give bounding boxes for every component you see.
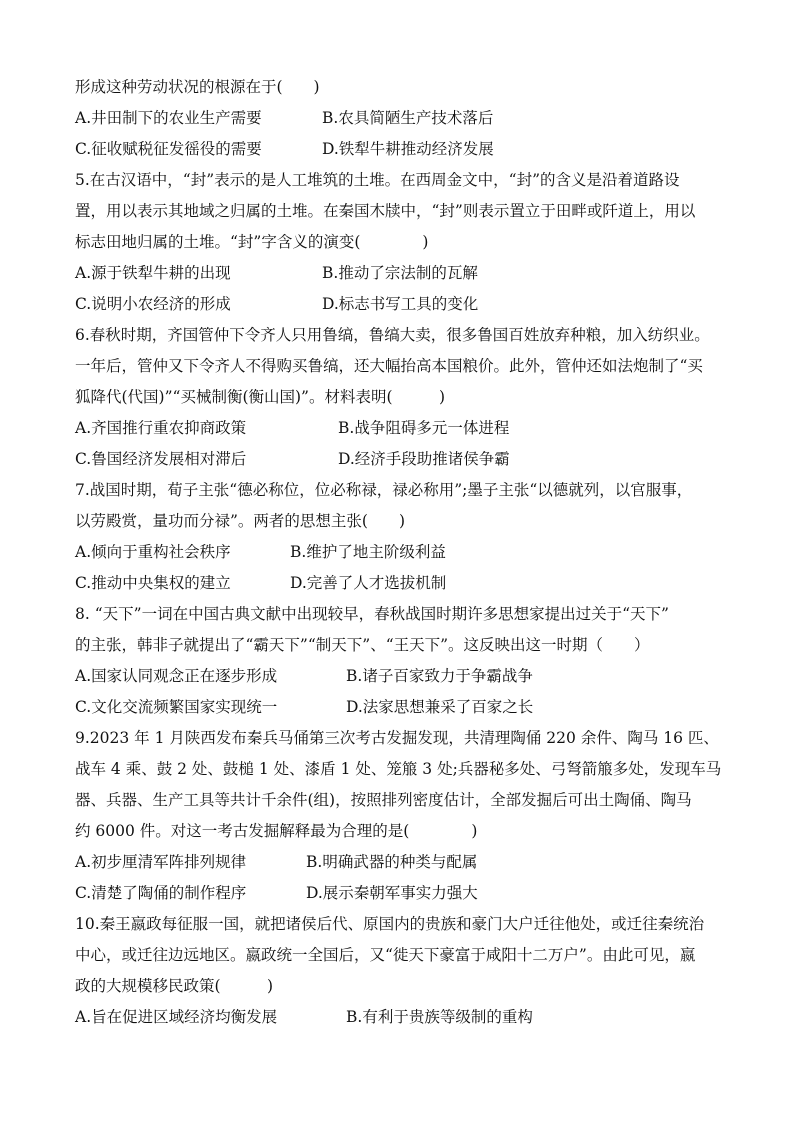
q9-stem-line: 约 6000 件。对这一考古发掘解释最为合理的是( ) (75, 822, 478, 840)
q7-option-d: D.完善了人才选拔机制 (290, 574, 447, 592)
q5-option-a: A.源于铁犁牛耕的出现 (75, 264, 231, 282)
q7-stem-line: 以劳殿赏，量功而分禄”。两者的思想主张( ) (75, 512, 406, 530)
q6-option-b: B.战争阻碍多元一体进程 (338, 419, 510, 437)
q9-option-c: C.清楚了陶俑的制作程序 (75, 884, 247, 902)
q8-option-d: D.法家思想兼采了百家之长 (346, 698, 534, 716)
q9-option-d: D.展示秦朝军事实力强大 (306, 884, 478, 902)
q10-stem-line: 10.秦王嬴政每征服一国，就把诸侯后代、原国内的贵族和豪门大户迁往他处，或迁往秦统治 (75, 915, 705, 933)
q9-option-b: B.明确武器的种类与配属 (306, 853, 478, 871)
q4-option-b: B.农具简陋生产技术落后 (322, 109, 494, 127)
q4-option-a: A.井田制下的农业生产需要 (75, 109, 262, 127)
q6-stem-line: 6.春秋时期，齐国管仲下令齐人只用鲁缟，鲁缟大卖，很多鲁国百姓放弃种粮，加入纺织业。 (75, 326, 710, 344)
q10-stem-line: 政的大规模移民政策( ) (75, 977, 274, 995)
q10-option-b: B.有利于贵族等级制的重构 (346, 1008, 533, 1026)
q9-stem-line: 9.2023 年 1 月陕西发布秦兵马俑第三次考古发掘发现，共清理陶俑 220 余件、陶马 16 匹、 (75, 729, 719, 747)
q5-stem-line: 置，用以表示其地域之归属的土堆。在秦国木牍中，“封”则表示置立于田畔或阡道上，用以 (75, 202, 696, 220)
q4-option-d: D.铁犁牛耕推动经济发展 (322, 140, 494, 158)
q6-stem-line: 一年后，管仲又下令齐人不得购买鲁缟，还大幅抬高本国粮价。此外，管仲还如法炮制了“买 (75, 357, 703, 375)
q8-option-a: A.国家认同观念正在逐步形成 (75, 667, 278, 685)
q5-option-b: B.推动了宗法制的瓦解 (322, 264, 478, 282)
q8-stem-line: 的主张，韩非子就提出了“霸天下”“制天下”、“王天下”。这反映出这一时期（ ） (75, 636, 650, 654)
q6-option-a: A.齐国推行重农抑商政策 (75, 419, 247, 437)
q8-option-b: B.诸子百家致力于争霸战争 (346, 667, 533, 685)
q5-stem-line: 5.在古汉语中，“封”表示的是人工堆筑的土堆。在西周金文中，“封”的含义是沿着道路设 (75, 171, 680, 189)
q9-stem-line: 战车 4 乘、鼓 2 处、鼓槌 1 处、漆盾 1 处、笼箙 3 处;兵器秘多处、弓弩箭箙多处，发现车马 (75, 760, 722, 778)
q10-option-a: A.旨在促进区域经济均衡发展 (75, 1008, 278, 1026)
q7-option-c: C.推动中央集权的建立 (75, 574, 231, 592)
q8-option-c: C.文化交流频繁国家实现统一 (75, 698, 278, 716)
q5-stem-line: 标志田地归属的土堆。“封”字含义的演变( ) (75, 233, 429, 251)
q7-option-a: A.倾向于重构社会秩序 (75, 543, 231, 561)
q5-option-d: D.标志书写工具的变化 (322, 295, 479, 313)
q7-option-b: B.维护了地主阶级利益 (290, 543, 446, 561)
q7-stem-line: 7.战国时期，荀子主张“德必称位，位必称禄，禄必称用”;墨子主张“以德就列，以官服事， (75, 481, 693, 499)
q6-option-d: D.经济手段助推诸侯争霸 (338, 450, 510, 468)
q6-stem-line: 狐降代(代国)”“买械制衡(衡山国)”。材料表明( ) (75, 388, 446, 406)
q4-option-c: C.征收赋税征发徭役的需要 (75, 140, 262, 158)
q6-option-c: C.鲁国经济发展相对滞后 (75, 450, 247, 468)
q10-stem-line: 中心，或迁往边远地区。嬴政统一全国后，又“徙天下豪富于咸阳十二万户”。由此可见，嬴 (75, 946, 696, 964)
q4-stem-tail: 形成这种劳动状况的根源在于( ) (75, 78, 320, 96)
q5-option-c: C.说明小农经济的形成 (75, 295, 231, 313)
q8-stem-line: 8. “天下”一词在中国古典文献中出现较早，春秋战国时期许多思想家提出过关于“天下” (75, 605, 669, 623)
q9-option-a: A.初步厘清军阵排列规律 (75, 853, 247, 871)
q9-stem-line: 器、兵器、生产工具等共计千余件(组)，按照排列密度估计，全部发掘后可出土陶俑、陶马 (75, 791, 692, 809)
